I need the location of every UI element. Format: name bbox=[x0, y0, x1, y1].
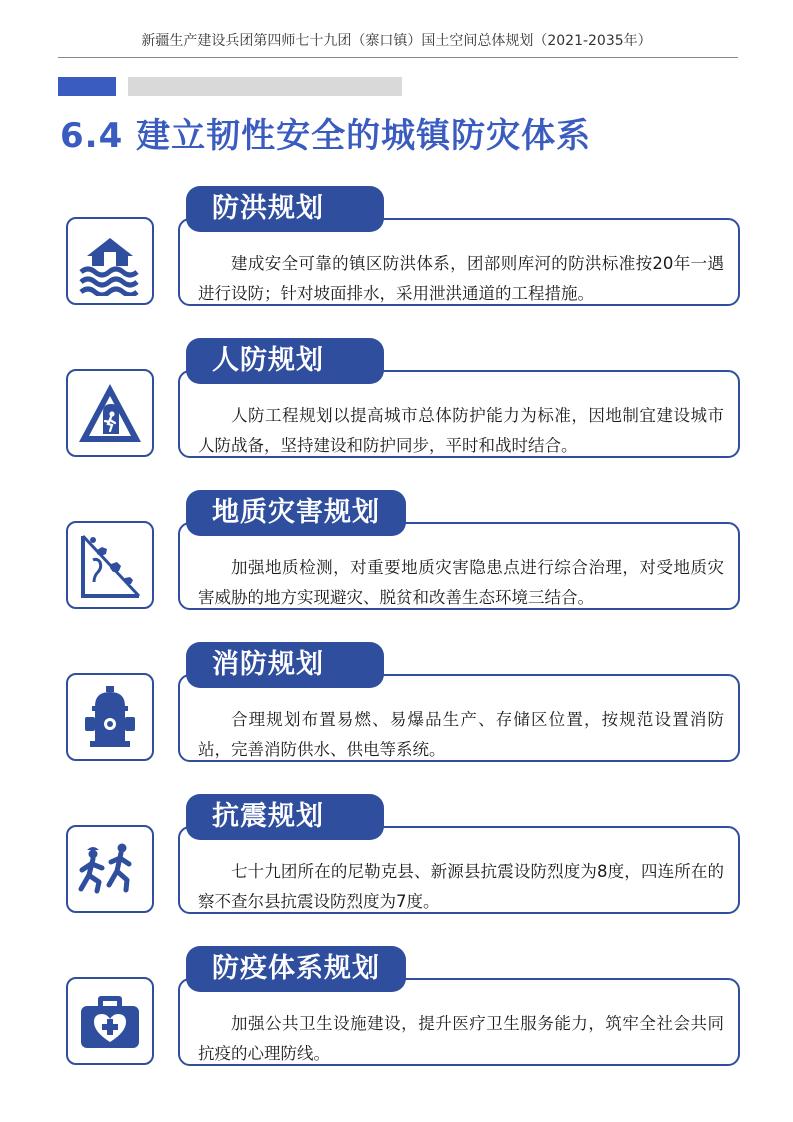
section-earthquake bbox=[0, 794, 793, 944]
evacuation-icon bbox=[75, 834, 145, 904]
section-title: 防洪规划 bbox=[186, 186, 384, 232]
section-fire bbox=[0, 642, 793, 792]
section-body: 人防工程规划以提高城市总体防护能力为标准，因地制宜建设城市人防战备，坚持建设和防护同步，平时和战时结合。 bbox=[198, 406, 724, 455]
icon-box bbox=[66, 521, 154, 609]
landslide-icon bbox=[75, 530, 145, 600]
section-body: 加强地质检测，对重要地质灾害隐患点进行综合治理，对受地质灾害威胁的地方实现避灾、脱贫和改善生态环境三结合。 bbox=[198, 558, 724, 607]
section-epidemic bbox=[0, 946, 793, 1096]
section-body: 加强公共卫生设施建设，提升医疗卫生服务能力，筑牢全社会共同抗疫的心理防线。 bbox=[198, 1014, 724, 1063]
icon-box bbox=[66, 217, 154, 305]
section-civil-defense bbox=[0, 338, 793, 488]
section-title: 人防规划 bbox=[186, 338, 384, 384]
medical-kit-icon bbox=[75, 986, 145, 1056]
section-title: 消防规划 bbox=[186, 642, 384, 688]
decor-bar-gray bbox=[128, 77, 402, 96]
section-title: 抗震规划 bbox=[186, 794, 384, 840]
section-flood bbox=[0, 186, 793, 336]
section-body: 建成安全可靠的镇区防洪体系，团部则库河的防洪标准按20年一遇进行设防；针对坡面排水，采用泄洪通道的工程措施。 bbox=[198, 254, 724, 303]
icon-box bbox=[66, 825, 154, 913]
section-body: 合理规划布置易燃、易爆品生产、存储区位置，按规范设置消防站，完善消防供水、供电等系统。 bbox=[198, 710, 724, 759]
fire-hydrant-icon bbox=[75, 682, 145, 752]
icon-box bbox=[66, 977, 154, 1065]
flooded-house-icon bbox=[75, 226, 145, 296]
section-title: 防疫体系规划 bbox=[186, 946, 406, 992]
decor-bar-blue bbox=[58, 77, 116, 96]
shelter-exit-icon bbox=[75, 378, 145, 448]
running-header: 新疆生产建设兵团第四师七十九团（寨口镇）国土空间总体规划（2021-2035年） bbox=[141, 33, 652, 49]
section-geohazard bbox=[0, 490, 793, 640]
icon-box bbox=[66, 673, 154, 761]
icon-box bbox=[66, 369, 154, 457]
section-title: 地质灾害规划 bbox=[186, 490, 406, 536]
header-rule bbox=[58, 57, 738, 58]
page-title: 6.4 建立韧性安全的城镇防灾体系 bbox=[60, 116, 592, 156]
section-body: 七十九团所在的尼勒克县、新源县抗震设防烈度为8度，四连所在的察不查尔县抗震设防烈度为7度。 bbox=[198, 862, 724, 911]
